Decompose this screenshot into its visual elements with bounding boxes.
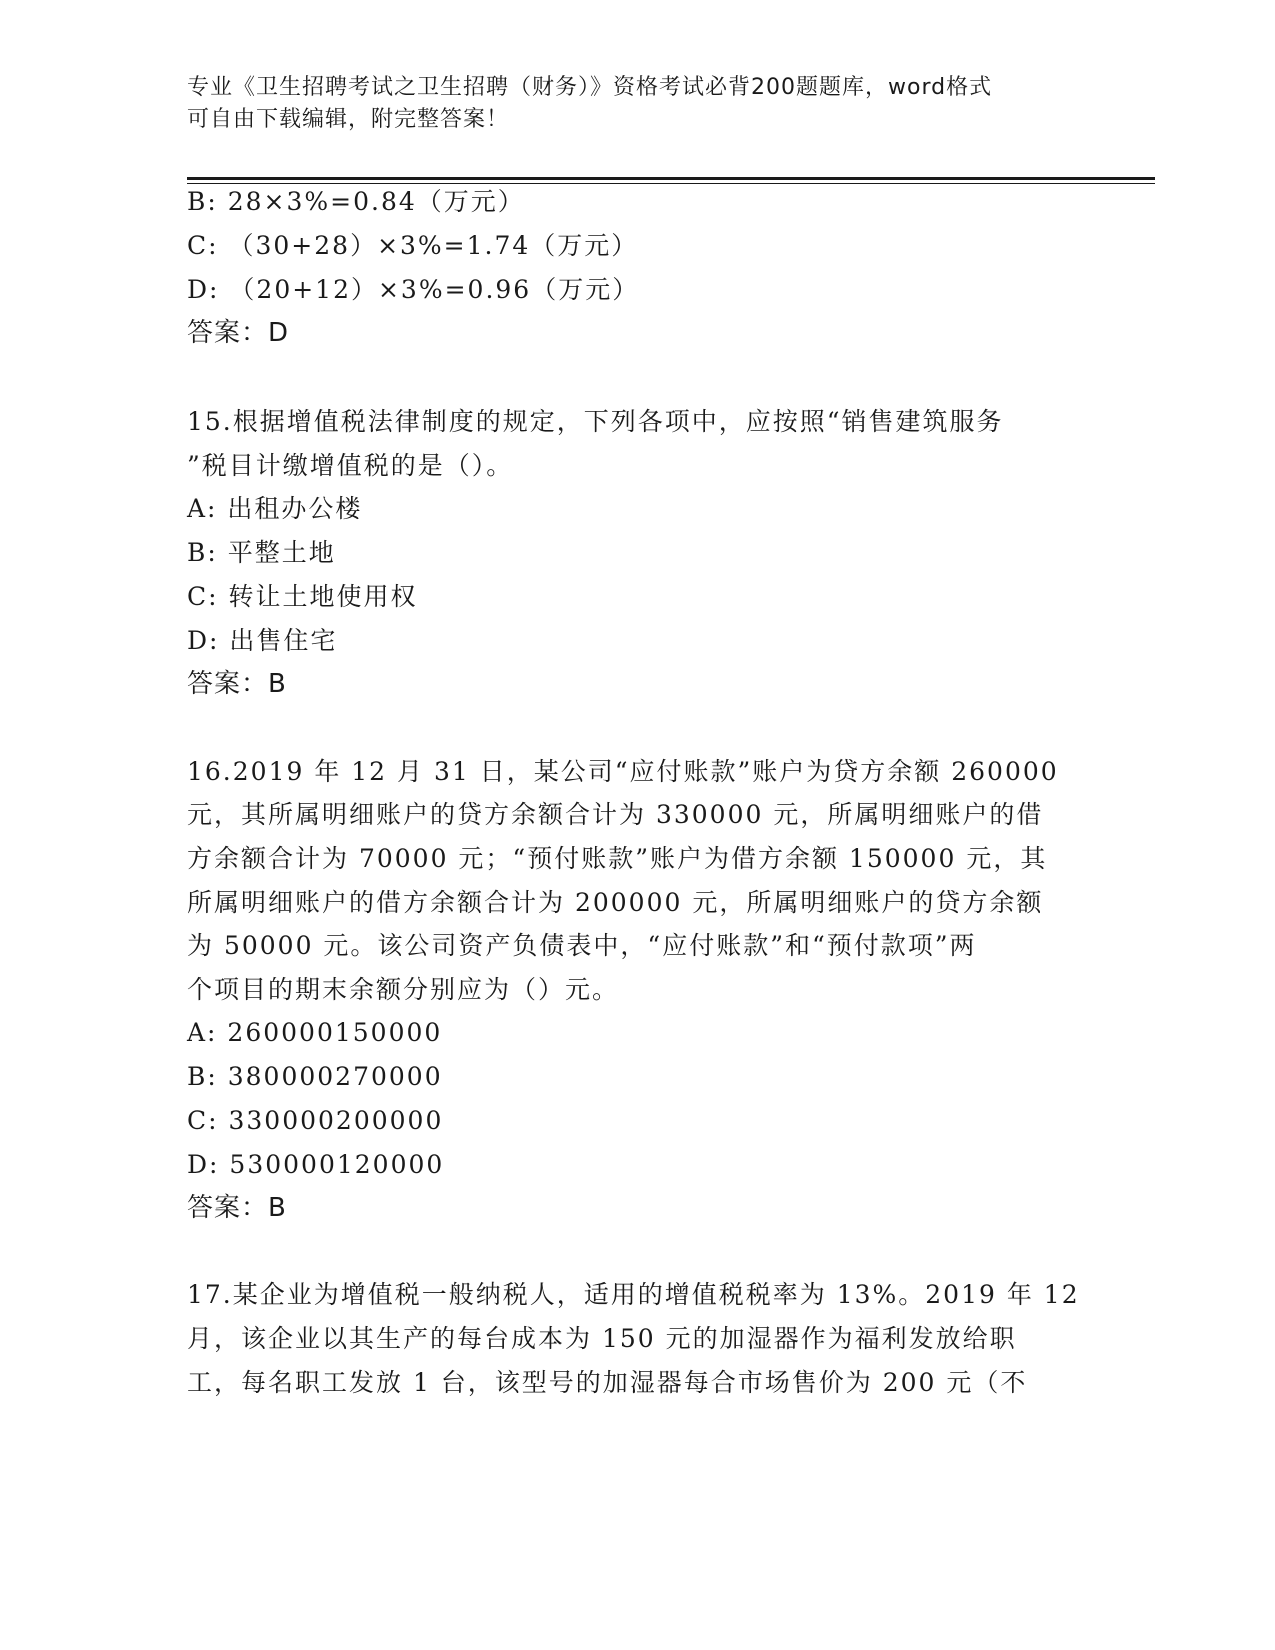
q16-stem-line-3: 方余额合计为 70000 元；“预付账款”账户为借方余额 150000 元，其 xyxy=(187,844,1048,873)
q15-stem-line-2: ”税目计缴增值税的是（）。 xyxy=(187,451,514,480)
q15-option-a: A: 出租办公楼 xyxy=(187,494,363,523)
header-line-1: 专业《卫生招聘考试之卫生招聘（财务）》资格考试必背200题题库，word格式 xyxy=(187,75,993,100)
q14-option-d: D: （20+12）×3%=0.96（万元） xyxy=(187,275,640,304)
header-divider-thin xyxy=(187,183,1155,184)
header-line-2: 可自由下载编辑，附完整答案！ xyxy=(187,107,510,132)
document-header xyxy=(187,72,1087,136)
q16-answer: 答案：B xyxy=(187,1193,287,1223)
q16-stem-line-4: 所属明细账户的借方余额合计为 200000 元，所属明细账户的贷方余额 xyxy=(187,888,1044,917)
q15-answer: 答案：B xyxy=(187,669,287,699)
q15-option-b: B: 平整土地 xyxy=(187,538,336,567)
header-divider-thick xyxy=(187,177,1155,180)
q17-stem-line-2: 月，该企业以其生产的每台成本为 150 元的加湿器作为福利发放给职 xyxy=(187,1324,1017,1353)
q17-stem-line-3: 工，每名职工发放 1 台，该型号的加湿器每合市场售价为 200 元（不 xyxy=(187,1368,1028,1397)
q17-stem-line-1: 17.某企业为增值税一般纳税人，适用的增值税税率为 13%。2019 年 12 xyxy=(187,1280,1080,1309)
q14-option-c: C: （30+28）×3%=1.74（万元） xyxy=(187,231,639,260)
q16-option-c: C: 330000200000 xyxy=(187,1106,444,1135)
q15-option-c: C: 转让土地使用权 xyxy=(187,582,418,611)
q16-stem-line-5: 为 50000 元。该公司资产负债表中，“应付账款”和“预付款项”两 xyxy=(187,931,977,960)
q16-option-a: A: 260000150000 xyxy=(187,1018,443,1047)
q15-option-d: D: 出售住宅 xyxy=(187,626,338,655)
q16-option-d: D: 530000120000 xyxy=(187,1150,445,1179)
q16-stem-line-2: 元，其所属明细账户的贷方余额合计为 330000 元，所属明细账户的借 xyxy=(187,800,1044,829)
q14-option-b: B: 28×3%=0.84（万元） xyxy=(187,187,525,216)
q16-stem-line-1: 16.2019 年 12 月 31 日，某公司“应付账款”账户为贷方余额 260000 xyxy=(187,757,1059,786)
q14-answer: 答案：D xyxy=(187,318,290,348)
q16-option-b: B: 380000270000 xyxy=(187,1062,443,1091)
q15-stem-line-1: 15.根据增值税法律制度的规定，下列各项中，应按照“销售建筑服务 xyxy=(187,407,1004,436)
q16-stem-line-6: 个项目的期末余额分别应为（）元。 xyxy=(187,975,620,1004)
